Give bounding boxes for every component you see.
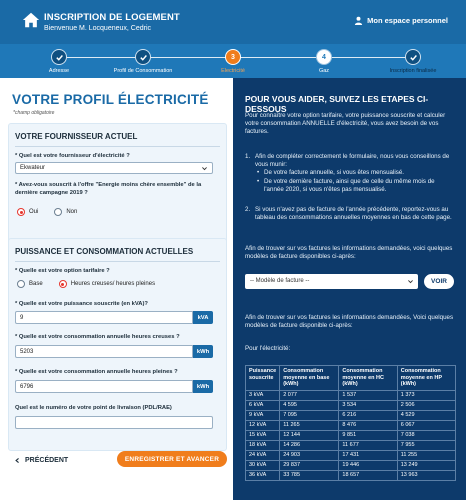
models-text-2: Afin de trouver sur vos factures les informations demandées, Voici quelques modèles de facture disponible ci-après: [245, 314, 454, 330]
chevron-left-icon [14, 457, 21, 464]
table-cell: 15 kVA [246, 430, 280, 440]
table-cell: 9 kVA [246, 410, 280, 420]
step-label-final: Inscription finalisée [389, 68, 437, 74]
table-intro: Pour l'électricité: [245, 345, 291, 352]
chevron-down-icon [407, 278, 414, 285]
table-cell: 24 kVA [246, 450, 280, 460]
table-cell: 3 kVA [246, 390, 280, 400]
table-cell: 18 657 [339, 470, 397, 480]
models-text: Afin de trouver sur vos factures les informations demandées, voici quelques modèles de facture disponibles ci-après: [245, 245, 453, 261]
help-title: POUR VOUS AIDER, SUIVEZ LES ETAPES CI-DESSOUS [245, 94, 429, 114]
table-row [246, 440, 456, 450]
voir-button[interactable]: VOIR [424, 274, 454, 289]
divider [15, 261, 220, 262]
table-cell: 4 595 [280, 400, 339, 410]
step-electricity[interactable]: 3 [225, 49, 241, 65]
help-step-2-text: Si vous n'avez pas de facture de l'année précédente, reportez-vous au tableau des consommations annuelles moyennes en bas de cette page. [255, 206, 452, 222]
table-cell: 12 144 [280, 430, 339, 440]
table-cell: 29 837 [280, 460, 339, 470]
table-cell: 19 446 [339, 460, 397, 470]
supplier-section-title: VOTRE FOURNISSEUR ACTUEL [15, 132, 138, 141]
table-cell: 36 kVA [246, 470, 280, 480]
table-cell: 8 476 [339, 420, 397, 430]
table-row [246, 470, 456, 480]
table-cell: 6 216 [339, 410, 397, 420]
hc-input[interactable]: 5203 [15, 345, 193, 358]
offer-question: * Avez-vous souscrit à l'offre "Energie moins chère ensemble" de la dernière campagne 2019 ? [15, 182, 202, 196]
hc-field [15, 345, 213, 358]
chevron-down-icon [201, 165, 208, 172]
table-row [246, 460, 456, 470]
table-cell: 17 431 [339, 450, 397, 460]
table-cell: 12 kVA [246, 420, 280, 430]
help-intro: Pour connaître votre option tarifaire, votre puissance souscrite et calculer votre consommation ANNUELLE d'électricité, vous avez besoin de vos factures. [245, 112, 446, 136]
power-card [8, 238, 227, 451]
table-header: Consommation moyenne en HC (kWh) [339, 366, 397, 391]
help-step-1: 1. Afin de compléter correctement le formulaire, nous vous conseillons de vous munir: • De votre facture annuelle, si vous êtes mensualisé. • De votre dernière facture, ainsi que de celle du même mois de l'année 2020, si vous n'êtes pas mensualisé. [255, 153, 455, 194]
divider [15, 146, 220, 147]
offer-yes-label: Oui [29, 209, 39, 215]
table-cell: 11 255 [397, 450, 455, 460]
previous-link[interactable] [14, 457, 68, 464]
hc-question: * Quelle est votre consommation annuelle heures creuses ? [15, 334, 180, 340]
table-cell: 30 kVA [246, 460, 280, 470]
table-cell: 1 537 [339, 390, 397, 400]
invoice-model-select[interactable] [245, 274, 418, 289]
app-title: INSCRIPTION DE LOGEMENT [44, 12, 180, 23]
supplier-value: Ekwateur [20, 165, 46, 171]
supplier-card [8, 123, 227, 256]
table-row [246, 400, 456, 410]
supplier-select[interactable] [15, 162, 213, 174]
table-header: Consommation moyenne en base (kWh) [280, 366, 339, 391]
step-address-icon[interactable] [51, 49, 67, 65]
step-profile-icon[interactable] [135, 49, 151, 65]
pdl-input[interactable] [15, 416, 213, 429]
option-hchp-label: Heures creuses/ heures pleines [70, 281, 156, 287]
account-label: Mon espace personnel [367, 16, 448, 25]
save-label: ENREGISTRER ET AVANCER [124, 455, 220, 463]
table-header: Consommation moyenne en HP (kWh) [397, 366, 455, 391]
hp-unit: kWh [193, 380, 213, 393]
hp-input[interactable]: 6796 [15, 380, 193, 393]
pdl-question: Quel est le numéro de votre point de livraison (PDL/RAE) [15, 405, 172, 411]
help-bullet: • De votre dernière facture, ainsi que de celle du même mois de l'année 2020, si vous n'êtes pas mensualisé. [255, 178, 455, 194]
consumption-table [245, 365, 456, 481]
table-cell: 7 955 [397, 440, 455, 450]
table-cell: 1 373 [397, 390, 455, 400]
save-and-continue-button[interactable] [117, 451, 227, 467]
step-label-profile: Profil de Consommation [113, 68, 173, 74]
progress-stepper [0, 44, 466, 78]
table-body [246, 390, 456, 480]
table-cell: 33 785 [280, 470, 339, 480]
supplier-question: * Quel est votre fournisseur d'électricité ? [15, 153, 130, 159]
offer-radio-group [17, 208, 77, 216]
step-label-address: Adresse [48, 68, 70, 74]
help-panel [233, 78, 466, 500]
step-gas[interactable]: 4 [316, 49, 332, 65]
step-label-gas: Gaz [318, 68, 330, 74]
page-title: VOTRE PROFIL ÉLECTRICITÉ [12, 92, 209, 107]
power-input[interactable]: 9 [15, 311, 193, 324]
app-header [0, 0, 466, 44]
power-question: * Quelle est votre puissance souscrite (en kVA)? [15, 301, 148, 307]
help-bullet: • De votre facture annuelle, si vous êtes mensualisé. [255, 169, 455, 177]
table-cell: 24 903 [280, 450, 339, 460]
power-section-title: PUISSANCE ET CONSOMMATION ACTUELLES [15, 247, 194, 256]
step-label-electricity: Electricité [221, 68, 245, 74]
hp-question: * Quelle est votre consommation annuelle heures pleines ? [15, 369, 178, 375]
welcome-text: Bienvenue M. Locqueneux, Cedric [44, 25, 152, 32]
table-cell: 6 067 [397, 420, 455, 430]
table-cell: 3 534 [339, 400, 397, 410]
required-note: *champ obligatoire [13, 110, 55, 116]
table-header-row [246, 366, 456, 391]
option-base-radio[interactable] [17, 280, 25, 288]
account-link[interactable] [354, 16, 448, 25]
offer-no-radio[interactable] [54, 208, 62, 216]
user-icon [354, 16, 363, 25]
table-cell: 11 265 [280, 420, 339, 430]
help-step-2: 2. Si vous n'avez pas de facture de l'année précédente, reportez-vous au tableau des consommations annuelles moyennes en bas de cette page. [245, 206, 452, 222]
table-cell: 7 038 [397, 430, 455, 440]
option-base-label: Base [29, 281, 43, 287]
previous-label: PRÉCÉDENT [25, 457, 69, 464]
table-row [246, 430, 456, 440]
table-row [246, 420, 456, 430]
invoice-model-value: -- Modèle de facture -- [250, 278, 310, 284]
power-field [15, 311, 213, 324]
step-final-icon[interactable] [405, 49, 421, 65]
table-row [246, 410, 456, 420]
offer-yes-radio[interactable] [17, 208, 25, 216]
table-header: Puissance souscrite [246, 366, 280, 391]
table-cell: 2 506 [397, 400, 455, 410]
option-question: * Quelle est votre option tarifaire ? [15, 268, 110, 274]
table-cell: 14 286 [280, 440, 339, 450]
option-hchp-radio[interactable] [59, 280, 67, 288]
form-panel [0, 78, 233, 500]
table-cell: 7 095 [280, 410, 339, 420]
power-unit: kVA [193, 311, 213, 324]
option-radio-group [17, 280, 155, 288]
home-icon[interactable] [22, 11, 40, 29]
table-cell: 9 851 [339, 430, 397, 440]
table-row [246, 450, 456, 460]
table-cell: 18 kVA [246, 440, 280, 450]
table-cell: 6 kVA [246, 400, 280, 410]
table-cell: 11 677 [339, 440, 397, 450]
table-cell: 2 077 [280, 390, 339, 400]
table-cell: 4 529 [397, 410, 455, 420]
table-cell: 13 249 [397, 460, 455, 470]
hp-field [15, 380, 213, 393]
help-step-1-text: Afin de compléter correctement le formulaire, nous vous conseillons de vous munir: [255, 153, 450, 169]
table-row [246, 390, 456, 400]
hc-unit: kWh [193, 345, 213, 358]
table-cell: 13 963 [397, 470, 455, 480]
offer-no-label: Non [66, 209, 78, 215]
